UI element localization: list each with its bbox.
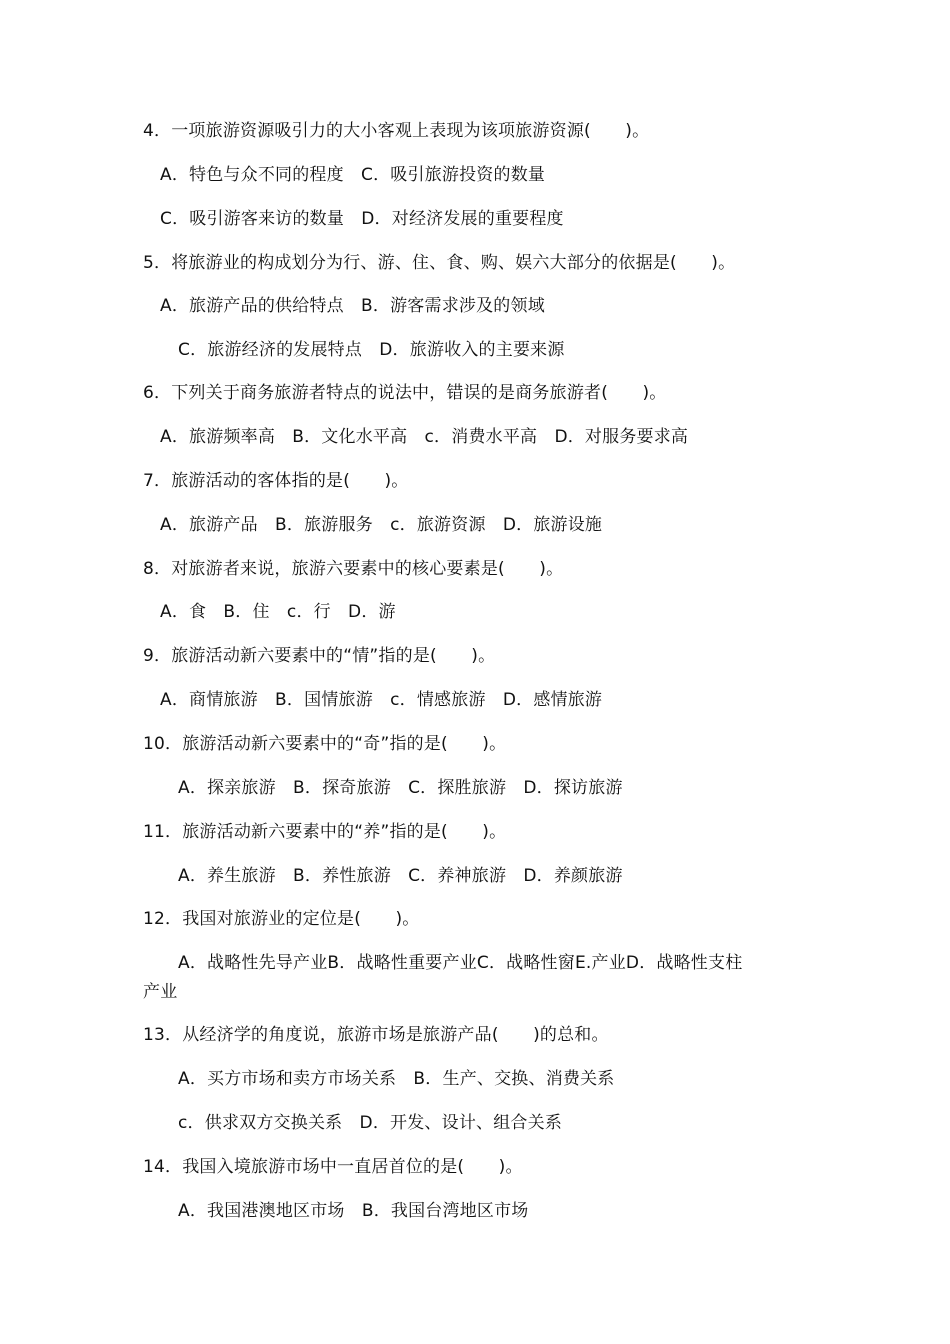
question-8-stem: 8．对旅游者来说，旅游六要素中的核心要素是( )。 xyxy=(143,559,564,579)
question-6-options: A．旅游频率高 B．文化水平高 c．消费水平高 D．对服务要求高 xyxy=(160,427,689,447)
question-10-options: A．探亲旅游 B．探奇旅游 C．探胜旅游 D．探访旅游 xyxy=(178,778,623,798)
question-11-stem: 11．旅游活动新六要素中的“养”指的是( )。 xyxy=(143,822,507,842)
question-5-stem: 5．将旅游业的构成划分为行、游、住、食、购、娱六大部分的依据是( )。 xyxy=(143,253,736,273)
question-8-options: A．食 B．住 c．行 D．游 xyxy=(160,602,396,622)
question-14-options: A．我国港澳地区市场 B．我国台湾地区市场 xyxy=(178,1201,529,1221)
question-11-options: A．养生旅游 B．养性旅游 C．养神旅游 D．养颜旅游 xyxy=(178,866,623,886)
question-7-stem: 7．旅游活动的客体指的是( )。 xyxy=(143,471,409,491)
question-12-stem: 12．我国对旅游业的定位是( )。 xyxy=(143,909,420,929)
question-13-stem: 13．从经济学的角度说，旅游市场是旅游产品( )的总和。 xyxy=(143,1025,609,1045)
question-9-options: A．商情旅游 B．国情旅游 c．情感旅游 D．感情旅游 xyxy=(160,690,603,710)
question-7-options: A．旅游产品 B．旅游服务 c．旅游资源 D．旅游设施 xyxy=(160,515,603,535)
question-12-options-1: A．战略性先导产业B．战略性重要产业C．战略性窗E.产业D．战略性支柱 xyxy=(178,953,743,973)
question-9-stem: 9．旅游活动新六要素中的“情”指的是( )。 xyxy=(143,646,496,666)
question-10-stem: 10．旅游活动新六要素中的“奇”指的是( )。 xyxy=(143,734,507,754)
question-4-options-1: A．特色与众不同的程度 C．吸引旅游投资的数量 xyxy=(160,165,546,185)
question-4-options-2: C．吸引游客来访的数量 D．对经济发展的重要程度 xyxy=(160,209,564,229)
question-5-options-2: C．旅游经济的发展特点 D．旅游收入的主要来源 xyxy=(178,340,565,360)
question-13-options-1: A．买方市场和卖方市场关系 B．生产、交换、消费关系 xyxy=(178,1069,615,1089)
question-5-options-1: A．旅游产品的供给特点 B．游客需求涉及的领域 xyxy=(160,296,545,316)
question-14-stem: 14．我国入境旅游市场中一直居首位的是( )。 xyxy=(143,1157,523,1177)
question-13-options-2: c．供求双方交换关系 D．开发、设计、组合关系 xyxy=(178,1113,563,1133)
question-12-options-2: 产业 xyxy=(143,982,178,1002)
question-6-stem: 6．下列关于商务旅游者特点的说法中，错误的是商务旅游者( )。 xyxy=(143,383,667,403)
question-4-stem: 4．一项旅游资源吸引力的大小客观上表现为该项旅游资源( )。 xyxy=(143,121,650,141)
